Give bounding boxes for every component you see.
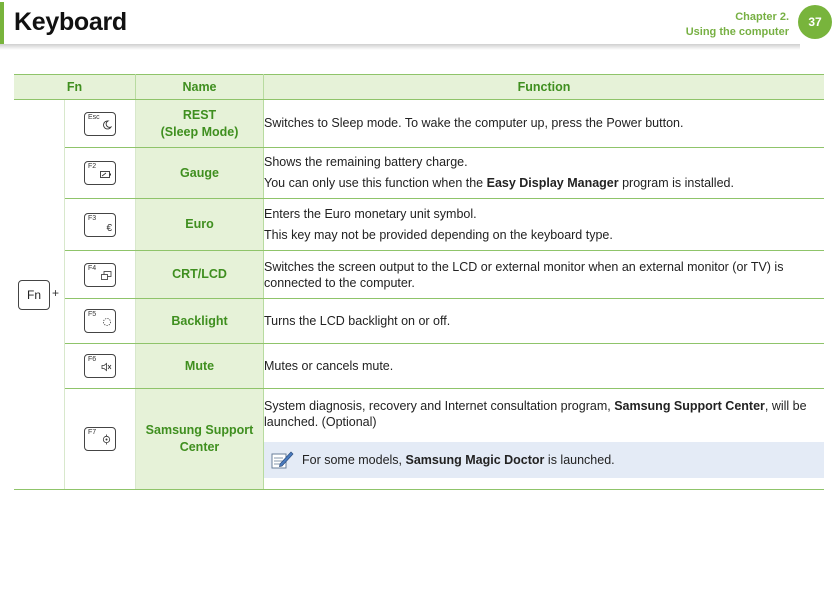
function-line: Enters the Euro monetary unit symbol.: [264, 206, 477, 221]
function-line: [264, 173, 824, 194]
key-cell: [65, 344, 136, 389]
table-row: [14, 299, 824, 344]
note-bold-text: Samsung Magic Doctor: [405, 453, 545, 467]
name-line: Backlight: [171, 313, 228, 328]
chapter-title: Using the computer: [685, 26, 789, 38]
left-accent-bar: [0, 2, 4, 46]
function-text: , will be launched. (Optional): [264, 399, 807, 429]
mute-speaker-icon: [101, 362, 112, 375]
note-text-part: For some models,: [302, 453, 406, 467]
name-cell: [136, 251, 264, 299]
header-divider: [0, 44, 800, 50]
note-box: [264, 442, 824, 478]
support-center-icon: [101, 434, 112, 448]
table-row: [14, 100, 824, 148]
f6-key: [84, 354, 116, 378]
fn-key: Fn: [18, 280, 50, 310]
column-header-name: Name: [136, 75, 264, 100]
key-label: F5: [88, 311, 97, 318]
function-bold-text: Easy Display Manager: [486, 176, 619, 190]
key-label: F7: [88, 429, 97, 436]
key-label: F3: [88, 214, 97, 222]
name-line: Center: [179, 440, 220, 454]
function-bold-text: Samsung Support Center: [614, 399, 765, 413]
name-line: Mute: [184, 358, 215, 373]
function-line: Shows the remaining battery charge.: [264, 155, 468, 169]
column-header-function: Function: [264, 75, 825, 100]
note-text: [302, 451, 615, 469]
f5-key: [84, 309, 116, 333]
table-row: [14, 251, 824, 299]
function-cell: Turns the LCD backlight on or off.: [264, 299, 825, 344]
f7-key: [84, 427, 116, 451]
table-row: [14, 148, 824, 199]
function-text: System diagnosis, recovery and Internet consultation program,: [264, 399, 615, 413]
f3-key: [84, 213, 116, 237]
table-row: [14, 389, 824, 490]
key-cell: [65, 100, 136, 148]
table-row: [14, 344, 824, 389]
name-line: (Sleep Mode): [160, 124, 239, 139]
key-cell: [65, 148, 136, 199]
function-cell: [264, 389, 825, 490]
function-line: This key may not be provided depending on the keyboard type.: [264, 227, 613, 242]
name-line: Euro: [185, 217, 214, 231]
key-label: F2: [88, 163, 97, 170]
name-line: Samsung Support: [145, 423, 254, 437]
name-line: Gauge: [180, 165, 219, 180]
name-cell: [136, 389, 264, 490]
function-key-table: [14, 74, 824, 490]
esc-key: [84, 112, 116, 136]
euro-icon: €: [106, 222, 112, 234]
function-cell: [264, 148, 825, 199]
key-label: Esc: [88, 113, 100, 121]
name-cell: [136, 100, 264, 148]
name-cell: [136, 344, 264, 389]
table-header-row: [14, 75, 824, 100]
chapter-heading: [686, 10, 789, 40]
table-row: [14, 199, 824, 251]
chapter-number: Chapter 2.: [735, 11, 789, 23]
sleep-moon-icon: [102, 120, 112, 133]
function-text: program is installed.: [618, 176, 734, 190]
key-cell: [65, 299, 136, 344]
page-title: Keyboard: [14, 8, 127, 36]
key-cell: [65, 389, 136, 490]
name-cell: [136, 199, 264, 251]
key-label: F4: [88, 264, 97, 272]
fn-combo-cell: [14, 100, 65, 490]
key-cell: [65, 251, 136, 299]
key-cell: [65, 199, 136, 251]
f4-key: [84, 263, 116, 287]
plus-sign: +: [52, 285, 60, 300]
monitor-switch-icon: [101, 271, 112, 284]
note-text-part: is launched.: [544, 453, 615, 467]
function-cell: Mutes or cancels mute.: [264, 344, 825, 389]
page-number-badge: 37: [798, 5, 832, 39]
name-cell: [136, 299, 264, 344]
note-pencil-icon: [270, 450, 294, 470]
function-text: You can only use this function when the: [264, 176, 487, 190]
backlight-icon: [102, 317, 112, 330]
battery-gauge-icon: [100, 170, 112, 182]
name-line: CRT/LCD: [172, 267, 227, 281]
function-cell: Switches the screen output to the LCD or external monitor when an external monitor (or TV) is connected to the computer.: [264, 251, 825, 299]
function-cell: [264, 199, 825, 251]
key-label: F6: [88, 356, 97, 363]
name-line: REST: [182, 107, 217, 122]
function-cell: Switches to Sleep mode. To wake the computer up, press the Power button.: [264, 100, 825, 148]
f2-key: [84, 161, 116, 185]
column-header-fn: Fn: [14, 75, 136, 100]
name-cell: [136, 148, 264, 199]
